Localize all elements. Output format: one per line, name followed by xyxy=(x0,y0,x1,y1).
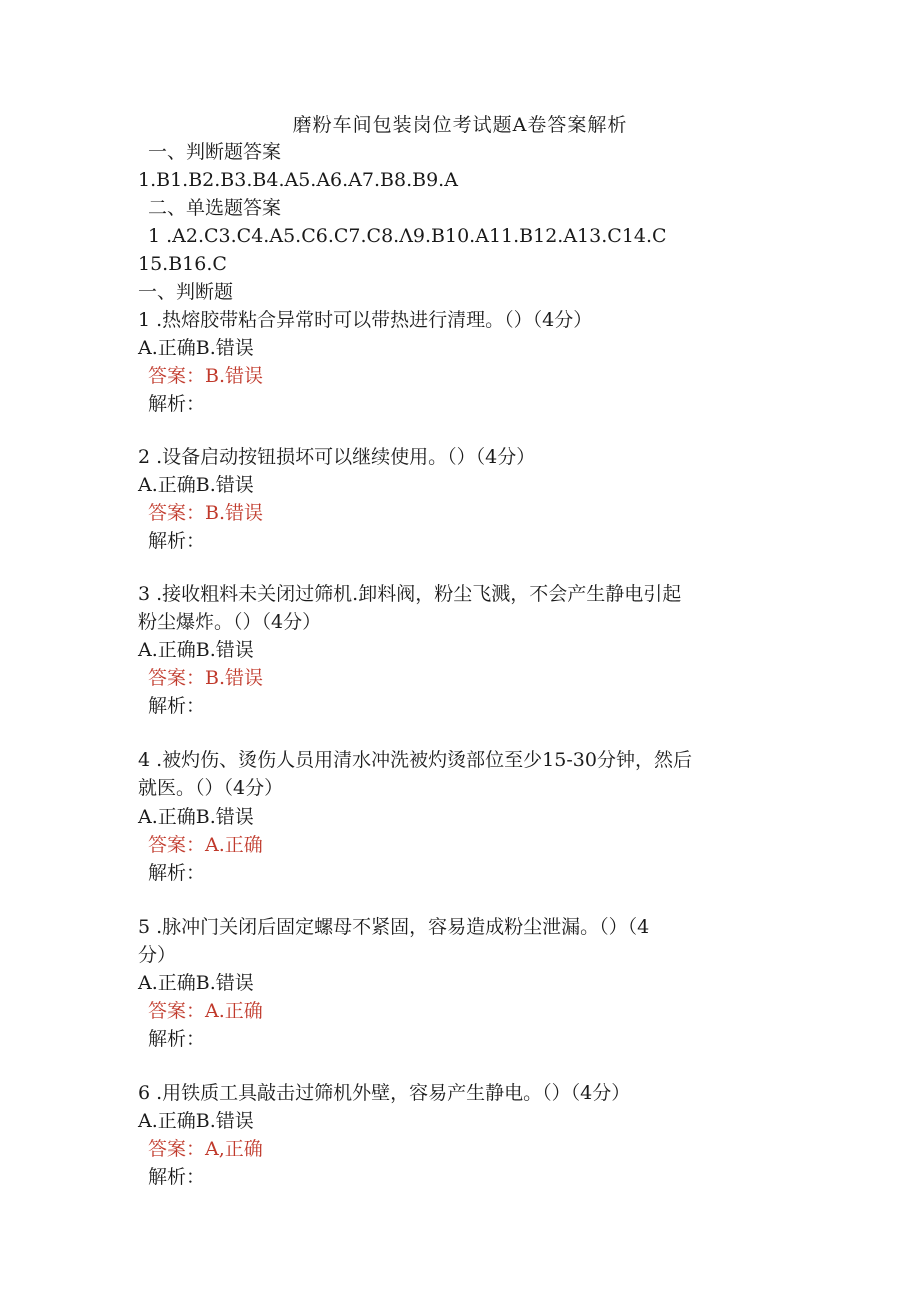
judge-answer-line: 1.B1.B2.B3.B4.A5.A6.A7.B8.B9.A xyxy=(138,169,458,191)
question-analysis: 解析： xyxy=(148,862,206,884)
single-answer-line-2: 15.B16.C xyxy=(138,253,227,275)
question-text-line-2: 粉尘爆炸。（）（4分） xyxy=(138,611,322,633)
question-options: A.正确B.错误 xyxy=(138,474,254,496)
section-heading: 一、判断题 xyxy=(138,281,234,303)
single-answer-line-1: 1 .A2.C3.C4.A5.C6.C7.C8.Λ9.B10.A11.B12.A13.C14.C xyxy=(148,225,667,247)
question-text: 2 .设备启动按钮损坏可以继续使用。（）（4分） xyxy=(138,446,536,468)
question-text: 6 .用铁质工具敲击过筛机外壁，容易产生静电。（）（4分） xyxy=(138,1082,631,1104)
question-answer: 答案：B.错误 xyxy=(148,502,264,524)
page-title: 磨粉车间包装岗位考试题A卷答案解析 xyxy=(292,114,628,136)
question-analysis: 解析： xyxy=(148,393,206,415)
question-answer: 答案：B.错误 xyxy=(148,667,264,689)
question-options: A.正确B.错误 xyxy=(138,1110,254,1132)
question-analysis: 解析： xyxy=(148,530,206,552)
question-text-line-1: 5 .脉冲门关闭后固定螺母不紧固，容易造成粉尘泄漏。（）（4 xyxy=(138,916,650,938)
question-text-line-1: 3 .接收粗料未关闭过筛机.卸料阀，粉尘飞溅，不会产生静电引起 xyxy=(138,583,682,605)
question-analysis: 解析： xyxy=(148,1166,206,1188)
question-analysis: 解析： xyxy=(148,1028,206,1050)
question-text-line-1: 4 .被灼伤、烫伤人员用清水冲洗被灼烫部位至少15-30分钟，然后 xyxy=(138,749,692,771)
question-answer: 答案：A.正确 xyxy=(148,834,263,856)
question-answer: 答案：B.错误 xyxy=(148,365,264,387)
single-answer-heading: 二、单选题答案 xyxy=(148,197,282,219)
question-options: A.正确B.错误 xyxy=(138,806,254,828)
question-text-line-2: 分） xyxy=(138,944,177,966)
question-text: 1 .热熔胶带粘合异常时可以带热进行清理。（）（4分） xyxy=(138,309,593,331)
question-answer: 答案：A.正确 xyxy=(148,1000,263,1022)
question-options: A.正确B.错误 xyxy=(138,972,254,994)
question-answer: 答案：A,正确 xyxy=(148,1138,263,1160)
question-analysis: 解析： xyxy=(148,695,206,717)
question-options: A.正确B.错误 xyxy=(138,639,254,661)
question-text-line-2: 就医。（）（4分） xyxy=(138,777,284,799)
judge-answer-heading: 一、判断题答案 xyxy=(148,141,282,163)
question-options: A.正确B.错误 xyxy=(138,337,254,359)
